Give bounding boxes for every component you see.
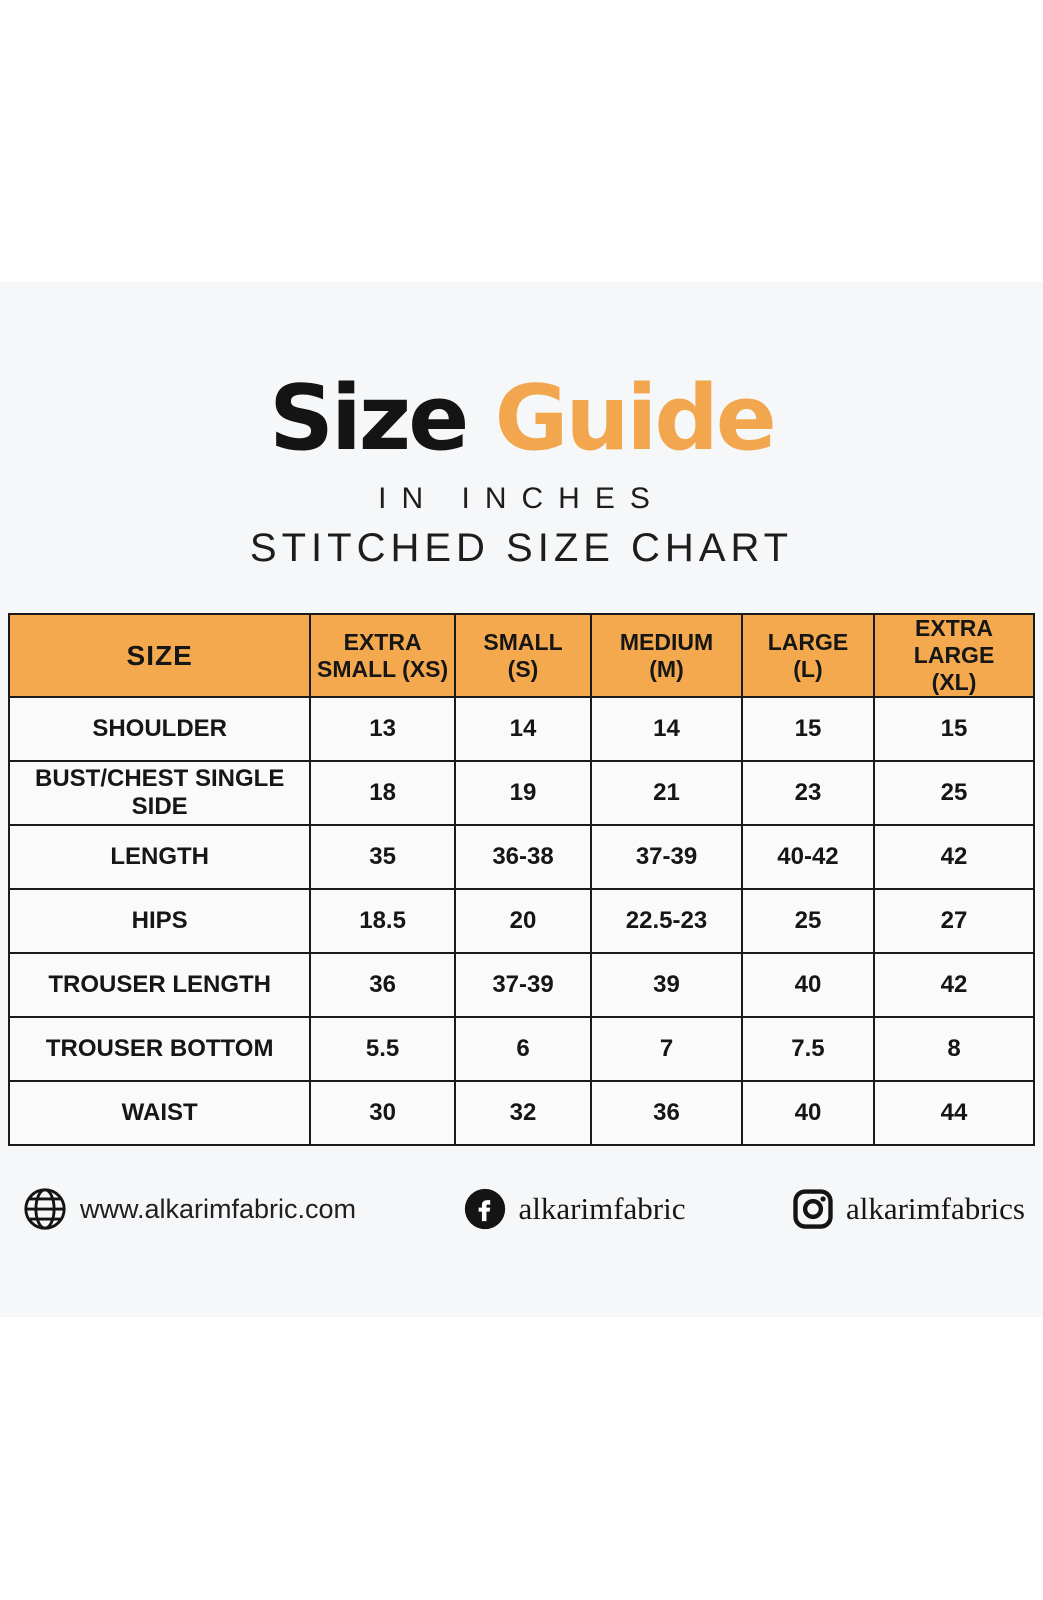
cell-value: 20 [455,889,591,953]
cell-value: 18 [310,761,455,825]
cell-value: 32 [455,1081,591,1145]
website-link[interactable] [22,1186,356,1232]
cell-value: 8 [874,1017,1034,1081]
cell-value: 25 [742,889,874,953]
cell-value: 36-38 [455,825,591,889]
cell-value: 25 [874,761,1034,825]
column-header-small: SMALL (S) [455,614,591,697]
page-title-orange: Guide [494,366,774,471]
row-label-length: LENGTH [9,825,310,889]
column-header-extra-small: EXTRA SMALL (XS) [310,614,455,697]
table-row [9,889,1034,953]
cell-value: 15 [874,697,1034,761]
cell-value: 42 [874,825,1034,889]
cell-value: 36 [591,1081,742,1145]
cell-value: 19 [455,761,591,825]
page-title-black: Size [269,366,467,471]
column-header-size: SIZE [9,614,310,697]
row-label-hips: HIPS [9,889,310,953]
cell-value: 22.5-23 [591,889,742,953]
cell-value: 40 [742,1081,874,1145]
cell-value: 27 [874,889,1034,953]
row-label-trouser-length: TROUSER LENGTH [9,953,310,1017]
facebook-icon [463,1187,507,1231]
page-title [0,366,1043,471]
cell-value: 37-39 [455,953,591,1017]
table-row [9,1081,1034,1145]
footer [0,1186,1043,1232]
column-header-medium: MEDIUM (M) [591,614,742,697]
table-row [9,761,1034,825]
table-row [9,825,1034,889]
cell-value: 37-39 [591,825,742,889]
subtitle-stitched-size-chart: STITCHED SIZE CHART [249,526,794,570]
table-row [9,953,1034,1017]
cell-value: 5.5 [310,1017,455,1081]
cell-value: 30 [310,1081,455,1145]
cell-value: 15 [742,697,874,761]
cell-value: 23 [742,761,874,825]
cell-value: 40-42 [742,825,874,889]
cell-value: 14 [591,697,742,761]
cell-value: 18.5 [310,889,455,953]
column-header-extra-large: EXTRA LARGE (XL) [874,614,1034,697]
cell-value: 44 [874,1081,1034,1145]
facebook-handle-text: alkarimfabric [518,1191,686,1227]
instagram-link[interactable] [792,1188,1025,1230]
cell-value: 14 [455,697,591,761]
cell-value: 21 [591,761,742,825]
cell-value: 7 [591,1017,742,1081]
website-text: www.alkarimfabric.com [80,1193,357,1224]
column-header-large: LARGE (L) [742,614,874,697]
instagram-handle-text: alkarimfabrics [845,1191,1025,1227]
globe-icon [22,1186,68,1232]
table-row [9,697,1034,761]
size-chart-table [8,613,1035,1146]
table-header-row [9,614,1034,697]
size-guide-panel [0,282,1043,1317]
row-label-bust-chest: BUST/CHEST SINGLE SIDE [9,761,310,825]
cell-value: 13 [310,697,455,761]
instagram-icon [792,1188,834,1230]
table-row [9,1017,1034,1081]
cell-value: 39 [591,953,742,1017]
row-label-shoulder: SHOULDER [9,697,310,761]
cell-value: 6 [455,1017,591,1081]
cell-value: 42 [874,953,1034,1017]
row-label-waist: WAIST [9,1081,310,1145]
cell-value: 40 [742,953,874,1017]
subtitle-in-inches: IN INCHES [378,482,665,515]
cell-value: 7.5 [742,1017,874,1081]
facebook-link[interactable] [463,1187,686,1231]
cell-value: 35 [310,825,455,889]
row-label-trouser-bottom: TROUSER BOTTOM [9,1017,310,1081]
cell-value: 36 [310,953,455,1017]
